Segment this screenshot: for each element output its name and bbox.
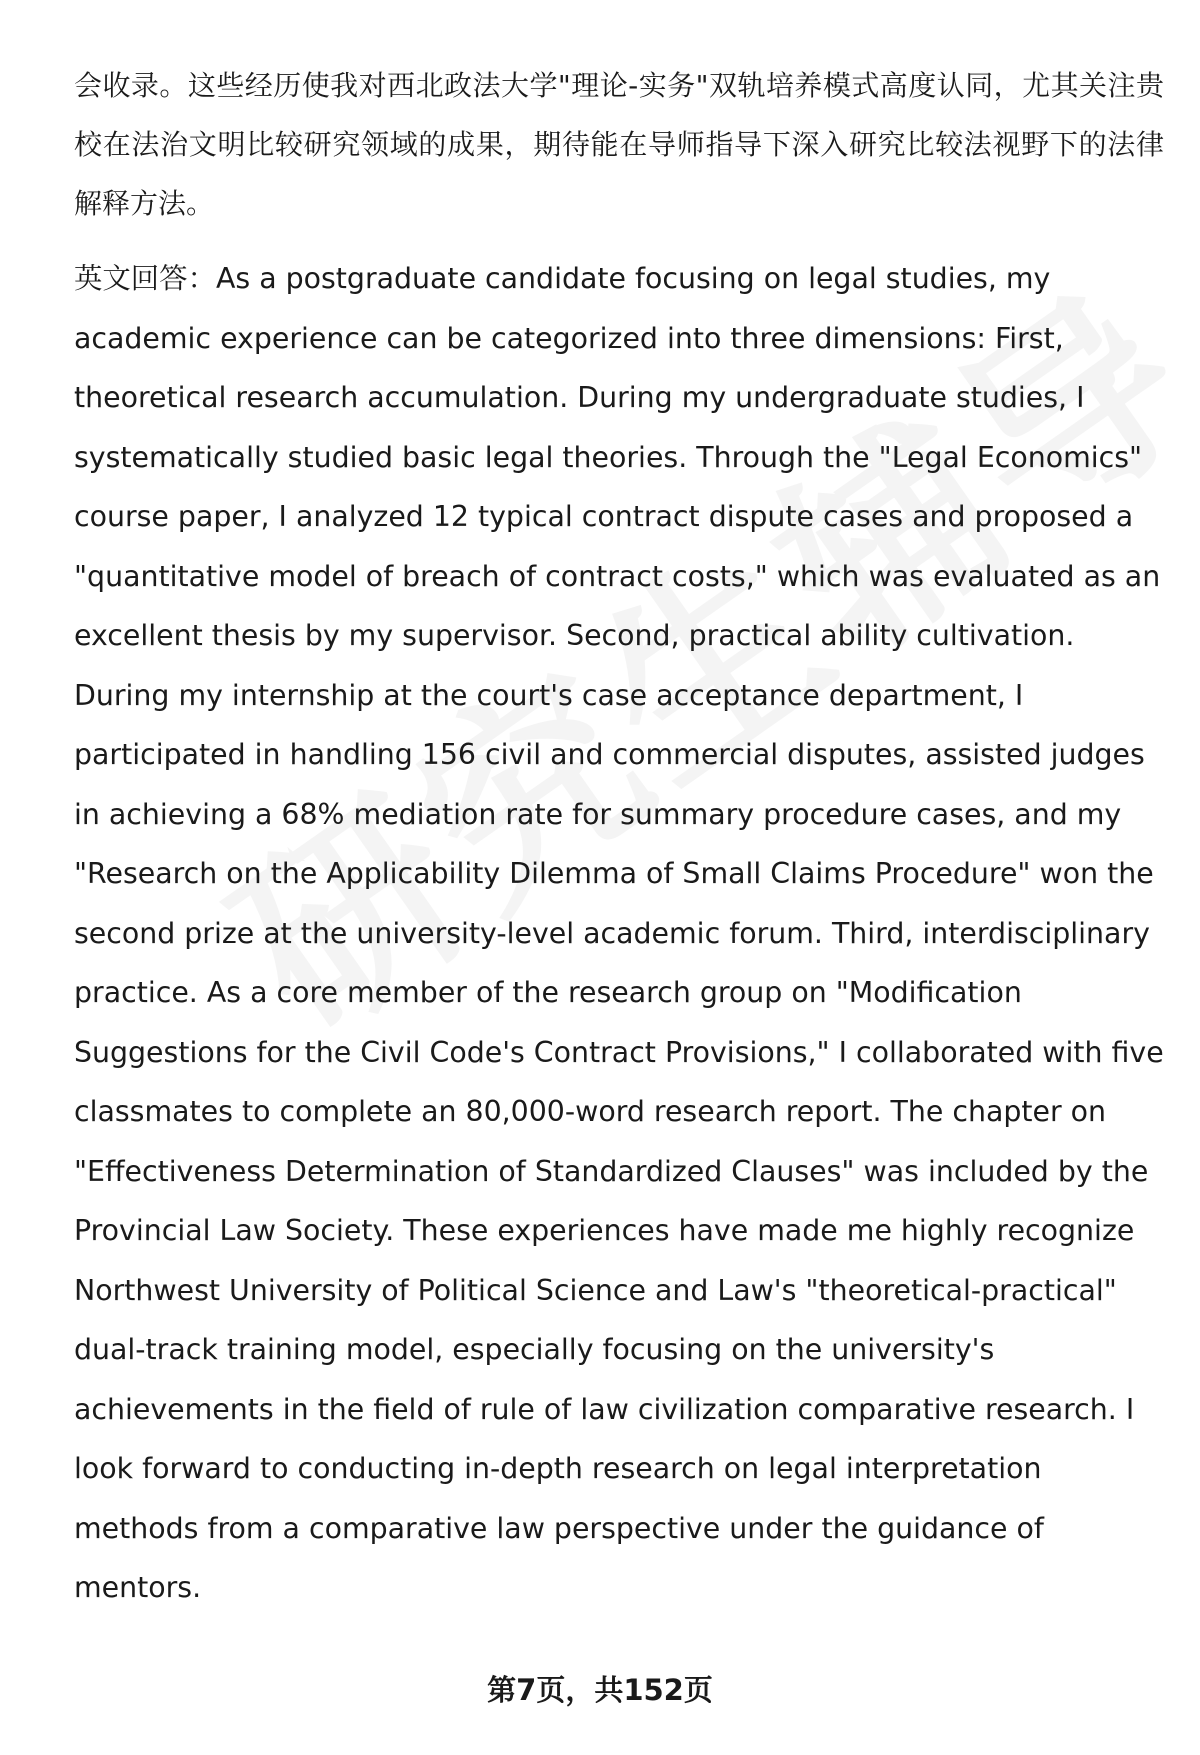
document-body: [74, 56, 1164, 1618]
page-number-footer: 第7页，共152页: [487, 1673, 713, 1707]
paragraph-chinese: 会收录。这些经历使我对西北政法大学"理论-实务"双轨培养模式高度认同，尤其关注贵校在法治文明比较研究领域的成果，期待能在导师指导下深入研究比较法视野下的法律解释方法。: [74, 69, 1164, 220]
paragraph-english-answer: 英文回答：As a postgraduate candidate focusing on legal studies, my academic experience can be categorized into three dimensions: First, theoretical research accumulation. During my undergraduate studies, I systematically studied basic legal theories. Through the "Legal Economics" course paper, I analyzed 12 typical contract dispute cases and proposed a "quantitative model of breach of contract costs," which was evaluated as an excellent thesis by my supervisor. Second, practical ability cultivation. During my internship at the court's case acceptance department, I participated in handling 156 civil and commercial disputes, assisted judges in achieving a 68% mediation rate for summary procedure cases, and my "Research on the Applicability Dilemma of Small Claims Procedure" won the second prize at the university-level academic forum. Third, interdisciplinary practice. As a core member of the research group on "Modification Suggestions for the Civil Code's Contract Provisions," I collaborated with five classmates to complete an 80,000-word research report. The chapter on "Effectiveness Determination of Standardized Clauses" was included by the Provincial Law Society. These experiences have made me highly recognize Northwest University of Political Science and Law's "theoretical-practical" dual-track training model, especially focusing on the university's achievements in the field of rule of law civilization comparative research. I look forward to conducting in-depth research on legal interpretation methods from a comparative law perspective under the guidance of mentors.: [74, 262, 1164, 1604]
